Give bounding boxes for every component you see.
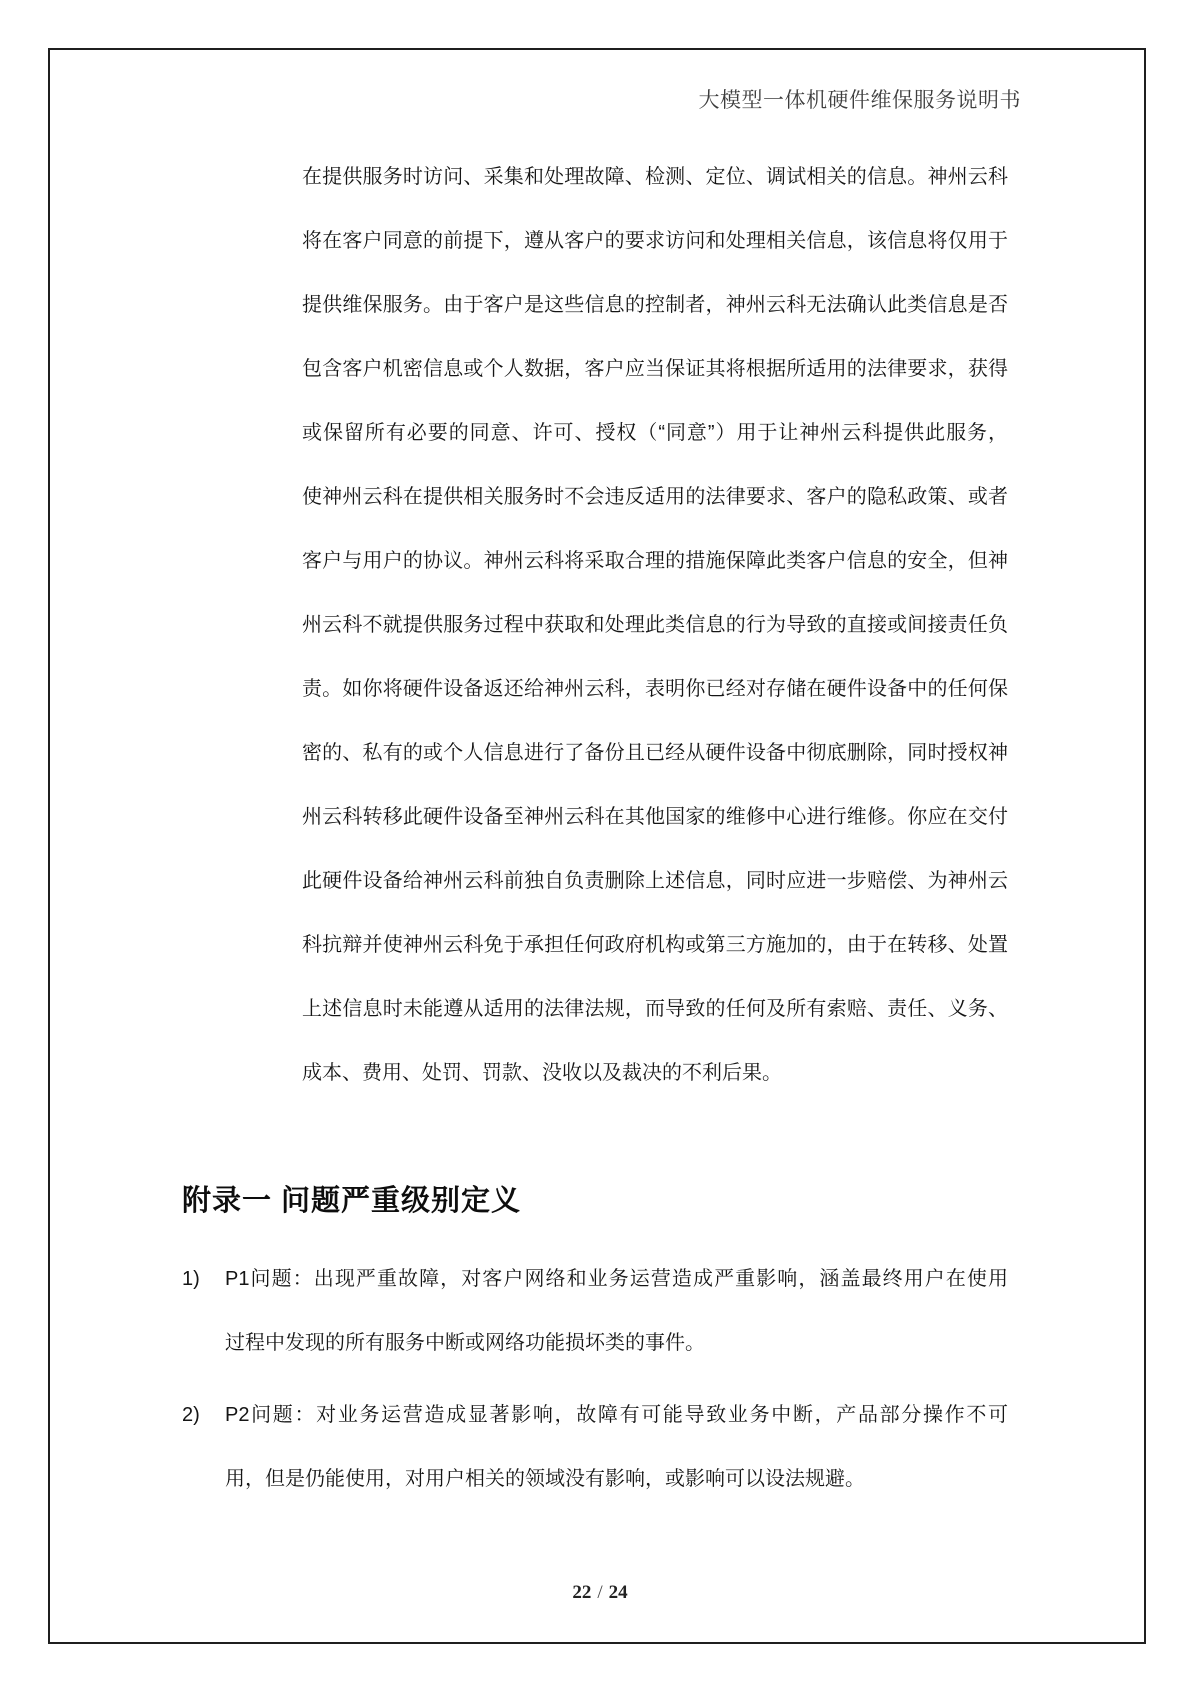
paragraph-line: 在提供服务时访问、采集和处理故障、检测、定位、调试相关的信息。神州云科 xyxy=(302,166,1008,188)
appendix-heading: 附录一 问题严重级别定义 xyxy=(182,1185,522,1217)
list-item-line: P1问题：出现严重故障，对客户网络和业务运营造成严重影响，涵盖最终用户在使用 xyxy=(225,1268,1008,1290)
paragraph-line: 使神州云科在提供相关服务时不会违反适用的法律要求、客户的隐私政策、或者 xyxy=(302,486,1008,508)
paragraph-line: 州云科转移此硬件设备至神州云科在其他国家的维修中心进行维修。你应在交付 xyxy=(302,806,1008,828)
list-item-number: 1) xyxy=(182,1268,200,1290)
list-item-line: 过程中发现的所有服务中断或网络功能损坏类的事件。 xyxy=(225,1332,705,1354)
current-page-number: 22 xyxy=(572,1582,592,1603)
paragraph-line: 客户与用户的协议。神州云科将采取合理的措施保障此类客户信息的安全，但神 xyxy=(302,550,1008,572)
list-item-number: 2) xyxy=(182,1404,200,1426)
paragraph-line: 将在客户同意的前提下，遵从客户的要求访问和处理相关信息，该信息将仅用于 xyxy=(302,230,1008,252)
paragraph-line: 科抗辩并使神州云科免于承担任何政府机构或第三方施加的，由于在转移、处置 xyxy=(302,934,1008,956)
total-page-count: 24 xyxy=(608,1582,628,1603)
page-number-separator: / xyxy=(597,1582,603,1603)
page-header-title: 大模型一体机硬件维保服务说明书 xyxy=(698,88,1021,112)
paragraph-line: 提供维保服务。由于客户是这些信息的控制者，神州云科无法确认此类信息是否 xyxy=(302,294,1008,316)
paragraph-line: 包含客户机密信息或个人数据，客户应当保证其将根据所适用的法律要求，获得 xyxy=(302,358,1008,380)
list-item xyxy=(182,1383,1008,1511)
severity-definitions-list xyxy=(182,1247,1008,1519)
paragraph-line: 成本、费用、处罚、罚款、没收以及裁决的不利后果。 xyxy=(302,1062,782,1084)
page-footer xyxy=(0,1582,1200,1604)
paragraph-line: 或保留所有必要的同意、许可、授权（“同意”）用于让神州云科提供此服务， xyxy=(302,422,1008,444)
body-paragraph xyxy=(302,145,1008,1105)
paragraph-line: 此硬件设备给神州云科前独自负责删除上述信息，同时应进一步赔偿、为神州云 xyxy=(302,870,1008,892)
list-item-line: 用，但是仍能使用，对用户相关的领域没有影响，或影响可以设法规避。 xyxy=(225,1468,865,1490)
paragraph-line: 上述信息时未能遵从适用的法律法规，而导致的任何及所有索赔、责任、义务、 xyxy=(302,998,1008,1020)
paragraph-line: 密的、私有的或个人信息进行了备份且已经从硬件设备中彻底删除，同时授权神 xyxy=(302,742,1008,764)
paragraph-line: 州云科不就提供服务过程中获取和处理此类信息的行为导致的直接或间接责任负 xyxy=(302,614,1008,636)
list-item-line: P2问题：对业务运营造成显著影响，故障有可能导致业务中断，产品部分操作不可 xyxy=(225,1404,1008,1426)
paragraph-line: 责。如你将硬件设备返还给神州云科，表明你已经对存储在硬件设备中的任何保 xyxy=(302,678,1008,700)
list-item xyxy=(182,1247,1008,1375)
